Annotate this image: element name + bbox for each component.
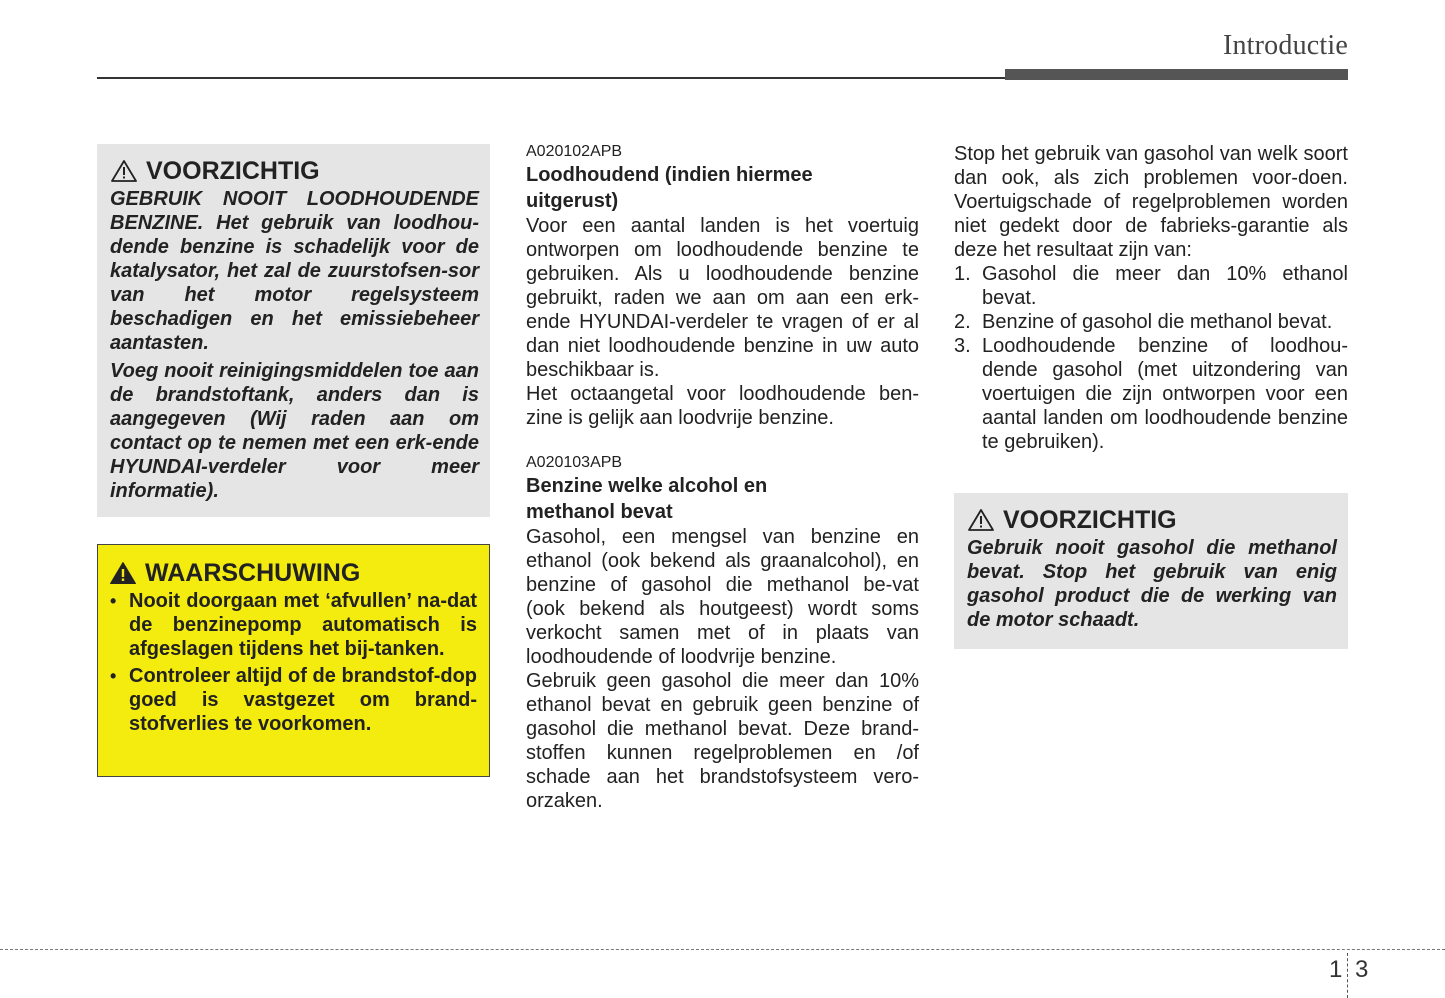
caution-title	[967, 505, 1337, 535]
list-text: Gasohol die meer dan 10% ethanol bevat.	[982, 263, 1348, 309]
list-item	[954, 310, 1348, 334]
section-paragraph: Het octaangetal voor loodhoudende ben-zine is gelijk aan loodvrije benzine.	[526, 383, 919, 429]
page-header-title: Introductie	[1222, 30, 1348, 61]
list-item	[954, 334, 1348, 454]
section-code: A020102APB	[526, 143, 623, 160]
list-text: Loodhoudende benzine of loodhou-dende gasohol (met uitzondering van voertuigen die zijn ontworpen voor een aantal landen om loodhoudende benzine te gebruiken).	[982, 335, 1348, 453]
header-bar	[1005, 69, 1348, 80]
warning-item: • Nooit doorgaan met ‘afvullen’ na-dat de benzinepomp automatisch is afgeslagen tijdens het bij-tanken.	[109, 589, 477, 661]
warning-item: • Controleer altijd of de brandstof-dop goed is vastgezet om brand-stofverlies te voorkomen.	[109, 664, 477, 736]
section-paragraph: Voor een aantal landen is het voertuig ontworpen om loodhoudende benzine te gebruiken. Als u loodhoudende benzine gebruikt, raden we aan om aan een erk-ende HYUNDAI-verdeler te vragen of er al dan niet loodhoudende benzine in uw auto beschikbaar is.	[526, 215, 919, 381]
section-paragraph: Gasohol, een mengsel van benzine en ethanol (ook bekend als graanalcohol), en benzine of gasohol die methanol be-vat (ook bekend als houtgeest) wordt soms verkocht samen met of in plaats van loodhoudende of loodvrije benzine.	[526, 526, 919, 668]
caution-paragraph: Gebruik nooit gasohol die methanol bevat. Stop het gebruik van enig gasohol product die de werking van de motor schaadt.	[967, 537, 1337, 631]
warning-title-text: WAARSCHUWING	[145, 559, 361, 587]
caution-title-text: VOORZICHTIG	[1003, 506, 1177, 534]
list-item	[954, 262, 1348, 310]
section-heading: Benzine welke alcohol en methanol bevat	[526, 475, 768, 523]
section-stop	[954, 142, 1348, 454]
section-paragraph: Gebruik geen gasohol die meer dan 10% ethanol bevat en gebruik geen benzine of gasohol die methanol bevat. Deze brand-stoffen kunnen regelproblemen en /of schade aan het brandstofsysteem vero-orzaken.	[526, 670, 919, 812]
caution-paragraph: GEBRUIK NOOIT LOODHOUDENDE BENZINE. Het gebruik van loodhou-dende benzine is schadelijk voor de katalysator, het zal de zuurstofsen-sor van het motor regelsysteem beschadigen en het emissiebeheer aantasten.	[110, 188, 479, 354]
warning-triangle-filled-icon	[109, 561, 137, 585]
warning-box-left	[97, 544, 490, 777]
section-code: A020103APB	[526, 454, 623, 471]
footer-dashed-rule	[0, 949, 1445, 950]
caution-paragraph: Voeg nooit reinigingsmiddelen toe aan de brandstoftank, anders dan is aangegeven (Wij raden aan om contact op te nemen met een erk-ende HYUNDAI-verdeler voor meer informatie).	[110, 360, 479, 502]
caution-title-text: VOORZICHTIG	[146, 157, 320, 185]
warning-triangle-icon	[967, 508, 995, 532]
caution-box-right	[954, 493, 1348, 649]
page-number-separator	[1347, 953, 1348, 998]
section-heading: Loodhoudend (indien hiermee uitgerust)	[526, 164, 813, 212]
caution-body	[110, 187, 479, 503]
page-number: 3	[1355, 956, 1369, 983]
numbered-list	[954, 262, 1348, 454]
caution-box-left	[97, 144, 490, 517]
list-text: Benzine of gasohol die methanol bevat.	[982, 311, 1333, 333]
caution-title	[110, 156, 479, 186]
caution-body	[967, 536, 1337, 632]
header-rule	[97, 77, 1005, 79]
section-paragraph: Stop het gebruik van gasohol van welk soort dan ook, als zich problemen voor-doen. Voertuigschade of regelproblemen worden niet gedekt door de fabrieks-garantie als deze het resultaat zijn van:	[954, 143, 1348, 261]
warning-list	[109, 589, 477, 736]
section-leaded	[526, 142, 919, 430]
list-number: 1.	[954, 263, 971, 285]
section-alcohol	[526, 453, 919, 813]
list-number: 2.	[954, 311, 971, 333]
warning-title	[109, 558, 477, 588]
list-number: 3.	[954, 335, 971, 357]
warning-triangle-icon	[110, 159, 138, 183]
chapter-number: 1	[1329, 956, 1343, 983]
